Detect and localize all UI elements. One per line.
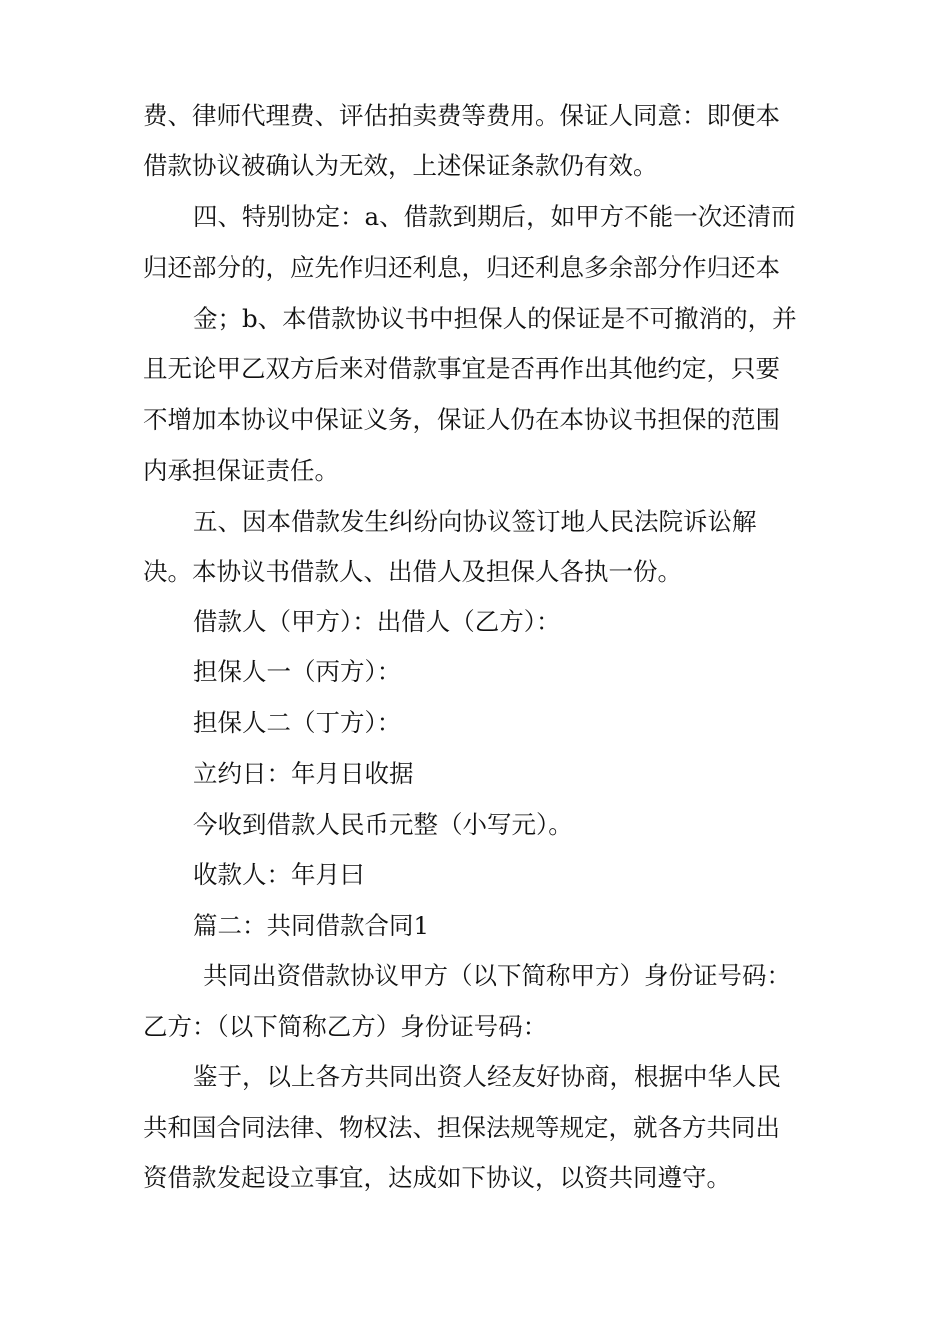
text-line: 借款人（甲方）：出借人（乙方）： [193, 607, 561, 636]
text-line: 立约日：年月日收据 [193, 759, 414, 788]
text-line: 五、因本借款发生纠纷向协议签订地人民法院诉讼解 [193, 507, 757, 536]
text-line: 资借款发起设立事宜，达成如下协议，以资共同遵守。 [143, 1163, 731, 1192]
text-line: 收款人：年月曰 [193, 860, 365, 889]
text-line: 决。本协议书借款人、出借人及担保人各执一份。 [143, 557, 682, 586]
text-line: 共和国合同法律、物权法、担保法规等规定，就各方共同出 [143, 1113, 780, 1142]
text-line: 不增加本协议中保证义务，保证人仍在本协议书担保的范围 [143, 405, 780, 434]
text-line: 费、律师代理费、评估拍卖费等费用。保证人同意：即便本 [143, 101, 780, 130]
text-line: 担保人二（丁方）： [193, 708, 402, 737]
text-line: 共同出资借款协议甲方（以下简称甲方）身份证号码： [203, 961, 791, 990]
text-line: 担保人一（丙方）： [193, 657, 402, 686]
text-line: 且无论甲乙双方后来对借款事宜是否再作出其他约定，只要 [143, 354, 780, 383]
text-line: 鉴于，以上各方共同出资人经友好协商，根据中华人民 [193, 1062, 781, 1091]
text-line: 金；b、本借款协议书中担保人的保证是不可撤消的，并 [193, 304, 797, 333]
text-line: 借款协议被确认为无效，上述保证条款仍有效。 [143, 151, 658, 180]
text-line: 今收到借款人民币元整（小写元）。 [193, 810, 573, 839]
text-line: 四、特别协定：a、借款到期后，如甲方不能一次还清而 [193, 202, 796, 231]
text-line: 内承担保证责任。 [143, 456, 339, 485]
text-line: 乙方：（以下简称乙方）身份证号码： [143, 1012, 548, 1041]
text-line: 篇二：共同借款合同1 [193, 911, 430, 940]
text-line: 归还部分的，应先作归还利息，归还利息多余部分作归还本 [143, 253, 780, 282]
